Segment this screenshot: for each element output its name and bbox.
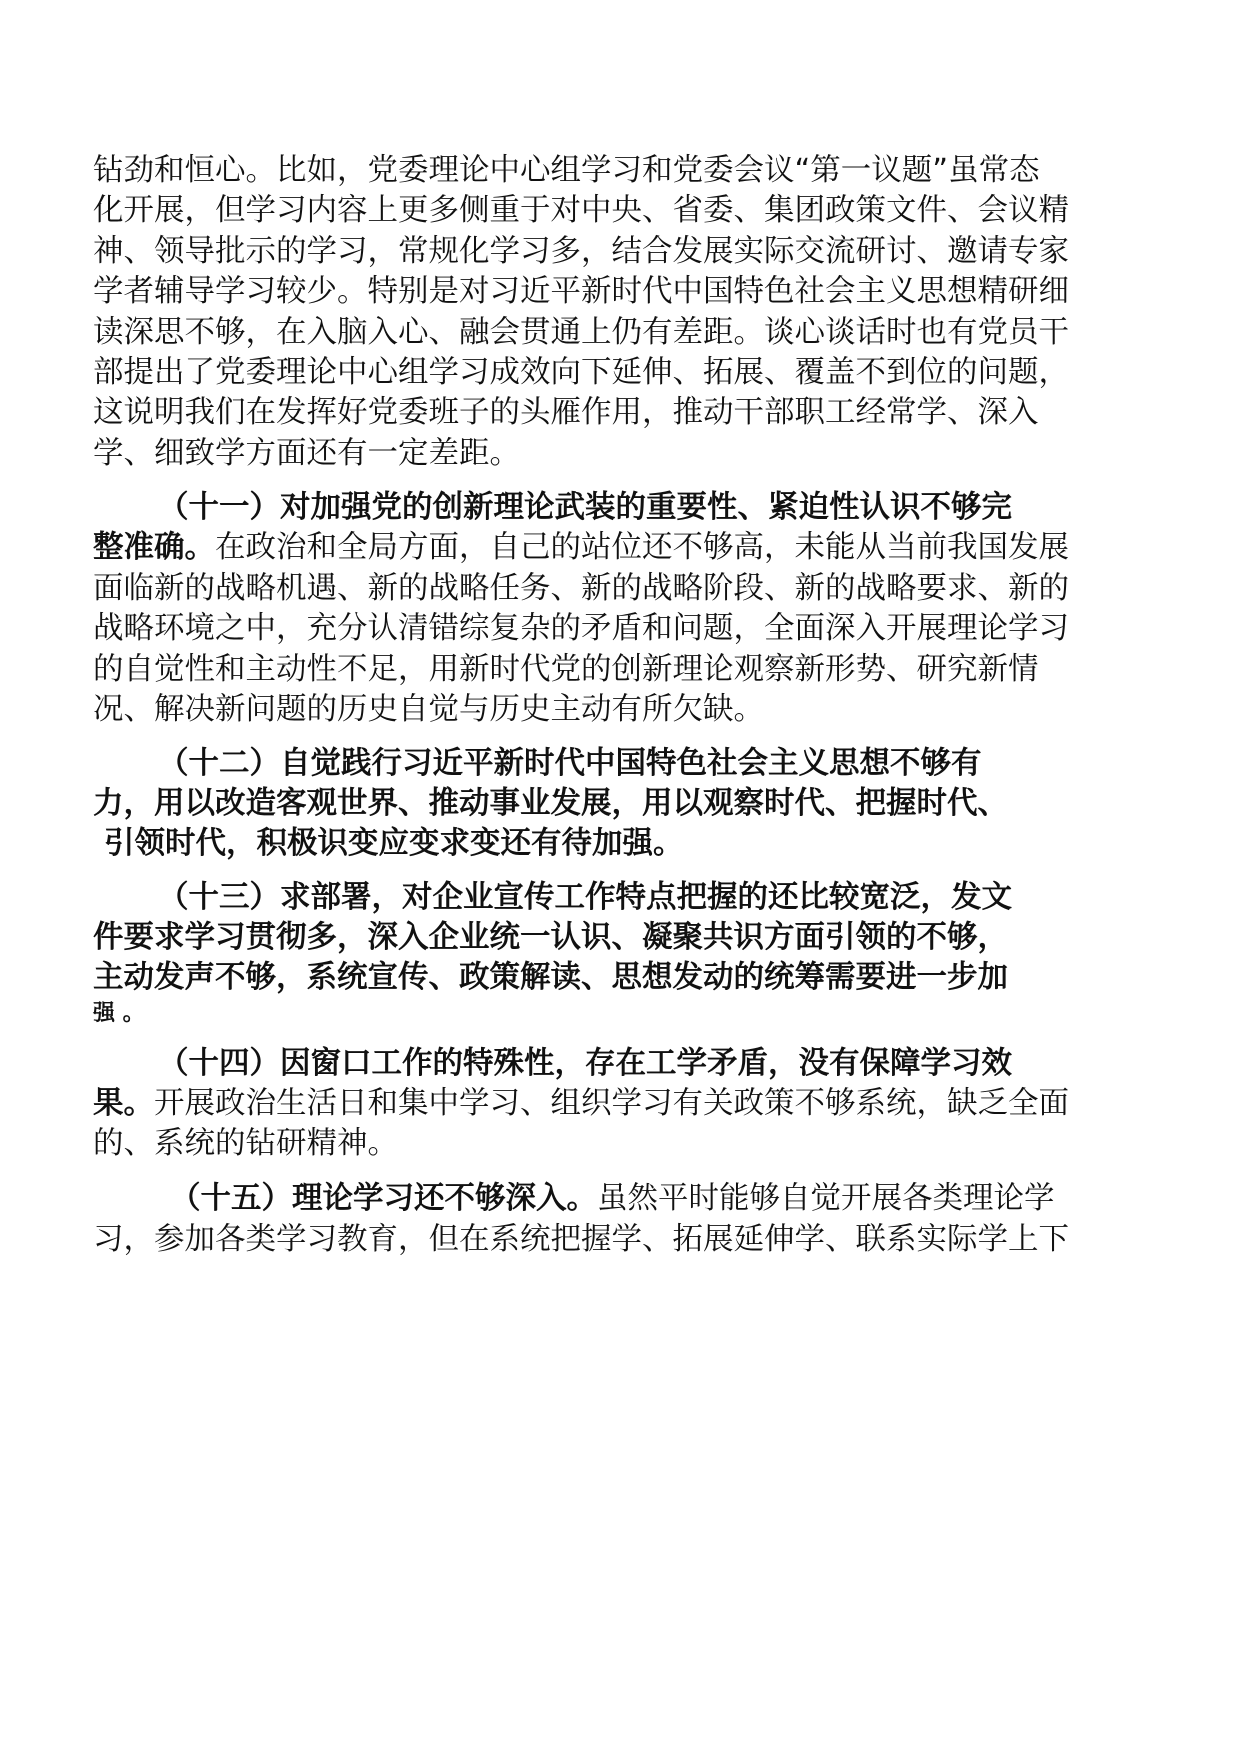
text-line: 读深思不够，在入脑入心、融会贯通上仍有差距。谈心谈话时也有党员干 [93,315,1069,350]
text-line: 力，用以改造客观世界、推动事业发展，用以观察时代、把握时代、 [93,786,1008,821]
text-line: 引领时代，积极识变应变求变还有待加强。 [104,826,684,861]
text-span: 开展政治生活日和集中学习、组织学习有关政策不够系统，缺乏全面 [154,1086,1069,1121]
text-span: 在政治和全局方面，自己的站位还不够高，未能从当前我国发展 [215,530,1069,565]
text-line: 的、系统的钻研精神。 [93,1126,398,1161]
text-line: 习，参加各类学习教育，但在系统把握学、拓展延伸学、联系实际学上下 [93,1222,1069,1257]
section-heading: （十四）因窗口工作的特殊性，存在工学矛盾，没有保障学习效 [158,1046,1012,1081]
text-span: 虽然平时能够自觉开展各类理论学 [597,1181,1055,1216]
text-line: 部提出了党委理论中心组学习成效向下延伸、拓展、覆盖不到位的问题， [93,355,1069,390]
text-line: 主动发声不够，系统宣传、政策解读、思想发动的统筹需要进一步加 [93,960,1008,995]
section-heading-end: 整准确。 [93,530,215,565]
text-line: 强 。 [93,1001,145,1026]
text-line: 钻劲和恒心。比如，党委理论中心组学习和党委会议“第一议题”虽常态 [93,153,1040,188]
text-line: 化开展，但学习内容上更多侧重于对中央、省委、集团政策文件、会议精 [93,193,1069,228]
text-line: 学者辅导学习较少。特别是对习近平新时代中国特色社会主义思想精研细 [93,274,1069,309]
section-heading: （十一）对加强党的创新理论武装的重要性、紧迫性认识不够完 [158,490,1012,525]
text-line: 的自觉性和主动性不足，用新时代党的创新理论观察新形势、研究新情 [93,652,1039,687]
section-heading: （十三）求部署，对企业宣传工作特点把握的还比较宽泛，发文 [158,880,1012,915]
text-line: 这说明我们在发挥好党委班子的头雁作用，推动干部职工经常学、深入 [93,395,1039,430]
text-line: 战略环境之中，充分认清错综复杂的矛盾和问题，全面深入开展理论学习 [93,611,1069,646]
text-line: 况、解决新问题的历史自觉与历史主动有所欠缺。 [93,692,764,727]
section-heading-end: 果。 [93,1086,154,1121]
section-heading: （十二）自觉践行习近平新时代中国特色社会主义思想不够有 [158,746,982,781]
text-line: 面临新的战略机遇、新的战略任务、新的战略阶段、新的战略要求、新的 [93,571,1069,606]
text-line: 学、细致学方面还有一定差距。 [93,436,520,471]
section-heading: （十五）理论学习还不够深入。 [170,1181,597,1216]
text-line: 神、领导批示的学习，常规化学习多，结合发展实际交流研讨、邀请专家 [93,234,1069,269]
text-line: 件要求学习贯彻多，深入企业统一认识、凝聚共识方面引领的不够， [93,920,1008,955]
